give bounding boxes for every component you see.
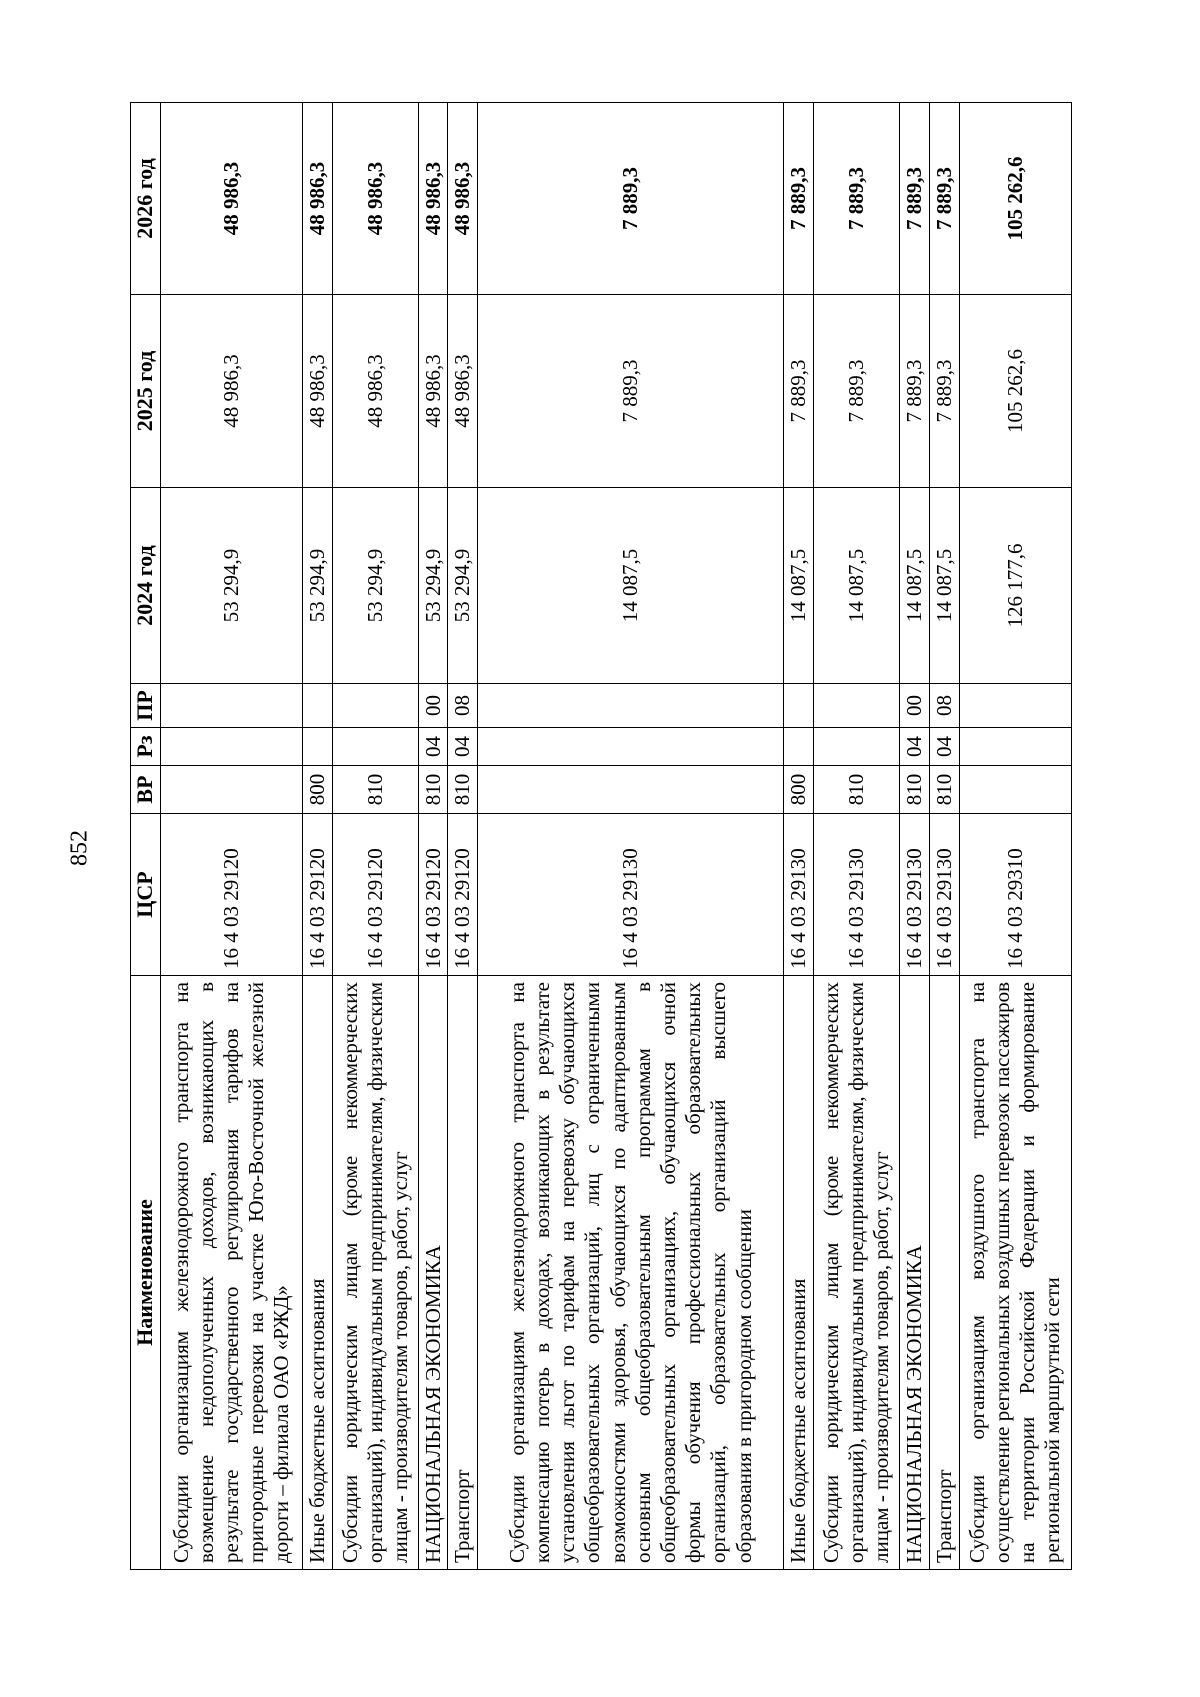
row-name: Субсидии организациям железнодорожного транспорта на компенсацию потерь в доходах, возникающих в результате установления льгот по тарифам на перевозку обучающихся общеобразовательных организаций, лиц с ограниченными возможностями здоровья, обучающихся по адаптированным основным общеобразовательным программам в общеобразовательных организациях, обучающихся очной формы обучения профессиональных образовательных организаций, образовательных организаций высшего образования в пригородном сообщении: [478, 976, 784, 1570]
row-pr: 00: [900, 684, 930, 728]
row-vr: 810: [332, 766, 418, 814]
row-2025: 48 986,3: [448, 295, 478, 488]
row-vr: [478, 766, 784, 814]
row-csr: 16 4 03 29120: [332, 814, 418, 976]
row-rz: 04: [448, 728, 478, 766]
row-2024: 126 177,6: [959, 488, 1071, 684]
table-row: [332, 103, 418, 1570]
row-csr: 16 4 03 29120: [418, 814, 448, 976]
table-row: [478, 103, 784, 1570]
row-pr: [332, 684, 418, 728]
row-rz: [959, 728, 1071, 766]
row-name: НАЦИОНАЛЬНАЯ ЭКОНОМИКА: [900, 976, 930, 1570]
row-pr: [161, 684, 303, 728]
row-2025: 105 262,6: [959, 295, 1071, 488]
row-2026: 7 889,3: [929, 103, 959, 295]
row-rz: [303, 728, 333, 766]
header-rz: Рз: [131, 728, 161, 766]
row-csr: 16 4 03 29310: [959, 814, 1071, 976]
table-row: [929, 103, 959, 1570]
row-2025: 7 889,3: [478, 295, 784, 488]
header-2024: 2024 год: [131, 488, 161, 684]
rotated-table-wrapper: [130, 103, 1072, 1570]
table-row: [418, 103, 448, 1570]
row-pr: 08: [448, 684, 478, 728]
row-2026: 48 986,3: [448, 103, 478, 295]
row-2026: 7 889,3: [784, 103, 814, 295]
row-2026: 48 986,3: [418, 103, 448, 295]
table-row: [900, 103, 930, 1570]
row-2026: 7 889,3: [478, 103, 784, 295]
row-2024: 14 087,5: [814, 488, 900, 684]
row-csr: 16 4 03 29130: [784, 814, 814, 976]
row-2025: 48 986,3: [303, 295, 333, 488]
row-csr: 16 4 03 29130: [478, 814, 784, 976]
row-name: Иные бюджетные ассигнования: [784, 976, 814, 1570]
row-2025: 48 986,3: [332, 295, 418, 488]
row-2024: 14 087,5: [784, 488, 814, 684]
row-2026: 105 262,6: [959, 103, 1071, 295]
row-pr: 00: [418, 684, 448, 728]
row-vr: 810: [448, 766, 478, 814]
row-pr: [959, 684, 1071, 728]
row-pr: [303, 684, 333, 728]
row-2024: 53 294,9: [161, 488, 303, 684]
table-header-row: [131, 103, 161, 1570]
row-csr: 16 4 03 29130: [900, 814, 930, 976]
row-vr: 800: [303, 766, 333, 814]
row-name: Иные бюджетные ассигнования: [303, 976, 333, 1570]
header-2026: 2026 год: [131, 103, 161, 295]
row-csr: 16 4 03 29120: [303, 814, 333, 976]
row-2025: 7 889,3: [900, 295, 930, 488]
row-pr: [784, 684, 814, 728]
row-pr: 08: [929, 684, 959, 728]
row-vr: 810: [900, 766, 930, 814]
row-2024: 53 294,9: [303, 488, 333, 684]
row-2026: 48 986,3: [303, 103, 333, 295]
row-name: Субсидии организациям воздушного транспорта на осуществление региональных воздушных перевозок пассажиров на территории Российской Федерации и формирование региональной маршрутной сети: [959, 976, 1071, 1570]
row-rz: 04: [929, 728, 959, 766]
row-2026: 7 889,3: [900, 103, 930, 295]
row-vr: 810: [418, 766, 448, 814]
row-vr: 810: [929, 766, 959, 814]
budget-table: [130, 102, 1072, 1570]
table-row: [784, 103, 814, 1570]
header-name: Наименование: [131, 976, 161, 1570]
header-csr: ЦСР: [131, 814, 161, 976]
row-2026: 48 986,3: [332, 103, 418, 295]
row-vr: 800: [784, 766, 814, 814]
row-2024: 53 294,9: [418, 488, 448, 684]
header-2025: 2025 год: [131, 295, 161, 488]
row-2024: 53 294,9: [448, 488, 478, 684]
table-row: [448, 103, 478, 1570]
row-2025: 7 889,3: [929, 295, 959, 488]
row-2024: 14 087,5: [929, 488, 959, 684]
row-2025: 48 986,3: [418, 295, 448, 488]
row-csr: 16 4 03 29120: [448, 814, 478, 976]
row-rz: 04: [418, 728, 448, 766]
row-2025: 48 986,3: [161, 295, 303, 488]
row-pr: [814, 684, 900, 728]
row-name: Субсидии юридическим лицам (кроме некоммерческих организаций), индивидуальным предпринимателям, физическим лицам - производителям товаров, работ, услуг: [814, 976, 900, 1570]
row-rz: [161, 728, 303, 766]
row-rz: 04: [900, 728, 930, 766]
row-2026: 48 986,3: [161, 103, 303, 295]
page-number: 852: [66, 830, 93, 866]
row-rz: [332, 728, 418, 766]
table-row: [161, 103, 303, 1570]
row-2025: 7 889,3: [784, 295, 814, 488]
row-2024: 53 294,9: [332, 488, 418, 684]
row-vr: 810: [814, 766, 900, 814]
row-2025: 7 889,3: [814, 295, 900, 488]
row-2026: 7 889,3: [814, 103, 900, 295]
row-name: НАЦИОНАЛЬНАЯ ЭКОНОМИКА: [418, 976, 448, 1570]
row-name: Транспорт: [929, 976, 959, 1570]
row-csr: 16 4 03 29130: [929, 814, 959, 976]
header-pr: ПР: [131, 684, 161, 728]
row-name: Субсидии юридическим лицам (кроме некоммерческих организаций), индивидуальным предпринимателям, физическим лицам - производителям товаров, работ, услуг: [332, 976, 418, 1570]
row-rz: [478, 728, 784, 766]
row-vr: [959, 766, 1071, 814]
table-row: [959, 103, 1071, 1570]
row-name: Транспорт: [448, 976, 478, 1570]
row-rz: [784, 728, 814, 766]
row-2024: 14 087,5: [478, 488, 784, 684]
row-vr: [161, 766, 303, 814]
row-name: Субсидии организациям железнодорожного транспорта на возмещение недополученных доходов, возникающих в результате государственного регулирования тарифов на пригородные перевозки на участке Юго-Восточной железной дороги – филиала ОАО «РЖД»: [161, 976, 303, 1570]
row-csr: 16 4 03 29120: [161, 814, 303, 976]
row-pr: [478, 684, 784, 728]
row-2024: 14 087,5: [900, 488, 930, 684]
header-vr: ВР: [131, 766, 161, 814]
table-row: [814, 103, 900, 1570]
row-csr: 16 4 03 29130: [814, 814, 900, 976]
table-row: [303, 103, 333, 1570]
row-rz: [814, 728, 900, 766]
